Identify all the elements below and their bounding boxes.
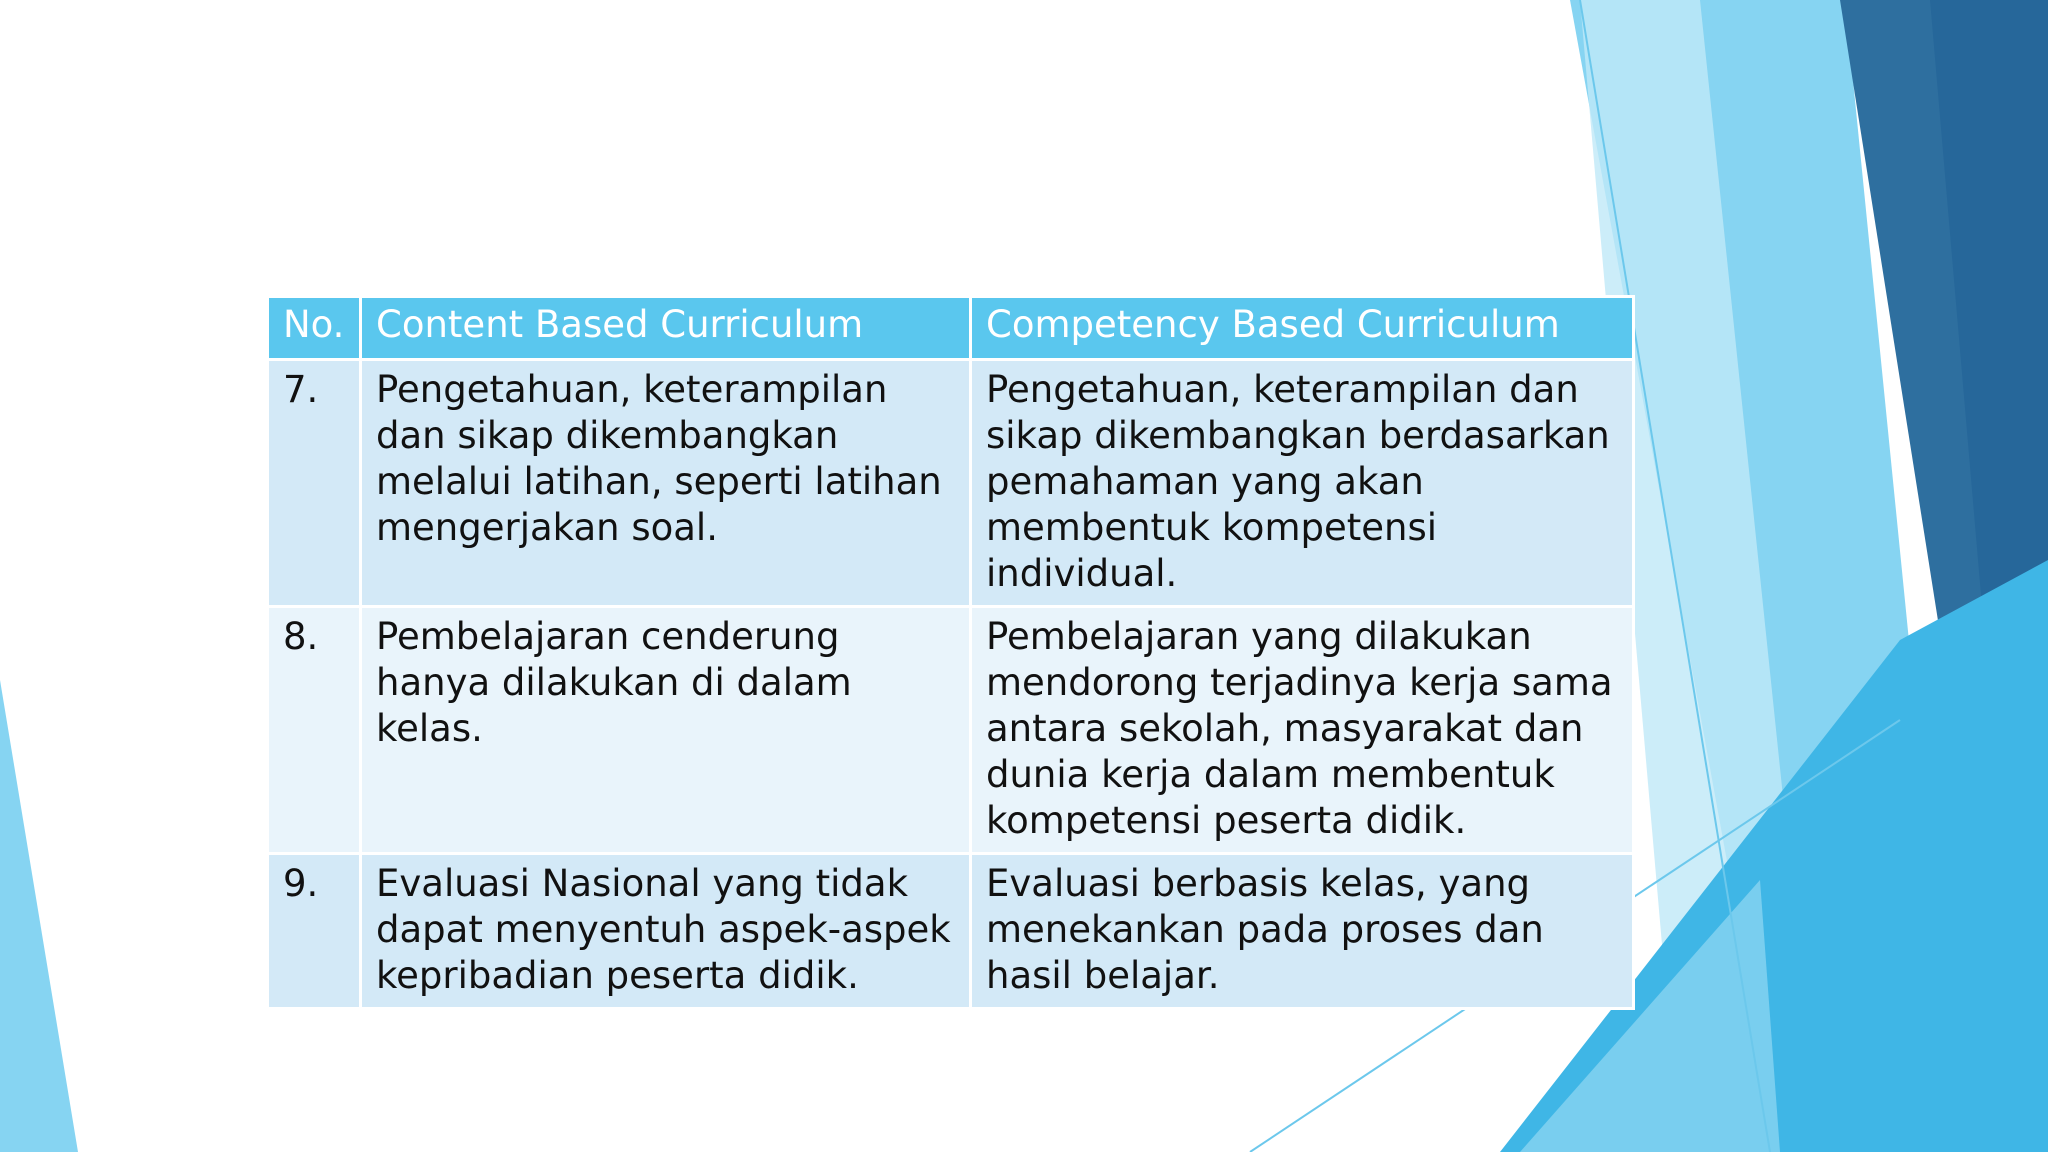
row-number: 8.	[268, 607, 361, 854]
competency-based-cell: Pengetahuan, keterampilan dan sikap dikembangkan berdasarkan pemahaman yang akan membentuk kompetensi individual.	[971, 360, 1634, 607]
content-based-cell: Pembelajaran cenderung hanya dilakukan di dalam kelas.	[361, 607, 971, 854]
header-competency-based: Competency Based Curriculum	[971, 297, 1634, 360]
header-no: No.	[268, 297, 361, 360]
header-content-based: Content Based Curriculum	[361, 297, 971, 360]
table-header-row	[268, 297, 1634, 360]
content-based-cell: Evaluasi Nasional yang tidak dapat menyentuh aspek-aspek kepribadian peserta didik.	[361, 854, 971, 1009]
table-row	[268, 360, 1634, 607]
content-based-cell: Pengetahuan, keterampilan dan sikap dikembangkan melalui latihan, seperti latihan mengerjakan soal.	[361, 360, 971, 607]
bg-shape-left	[0, 680, 78, 1152]
table-row	[268, 607, 1634, 854]
row-number: 9.	[268, 854, 361, 1009]
row-number: 7.	[268, 360, 361, 607]
competency-based-cell: Pembelajaran yang dilakukan mendorong terjadinya kerja sama antara sekolah, masyarakat dan dunia kerja dalam membentuk kompetensi peserta didik.	[971, 607, 1634, 854]
table-row	[268, 854, 1634, 1009]
comparison-table	[266, 295, 1635, 1010]
competency-based-cell: Evaluasi berbasis kelas, yang menekankan pada proses dan hasil belajar.	[971, 854, 1634, 1009]
